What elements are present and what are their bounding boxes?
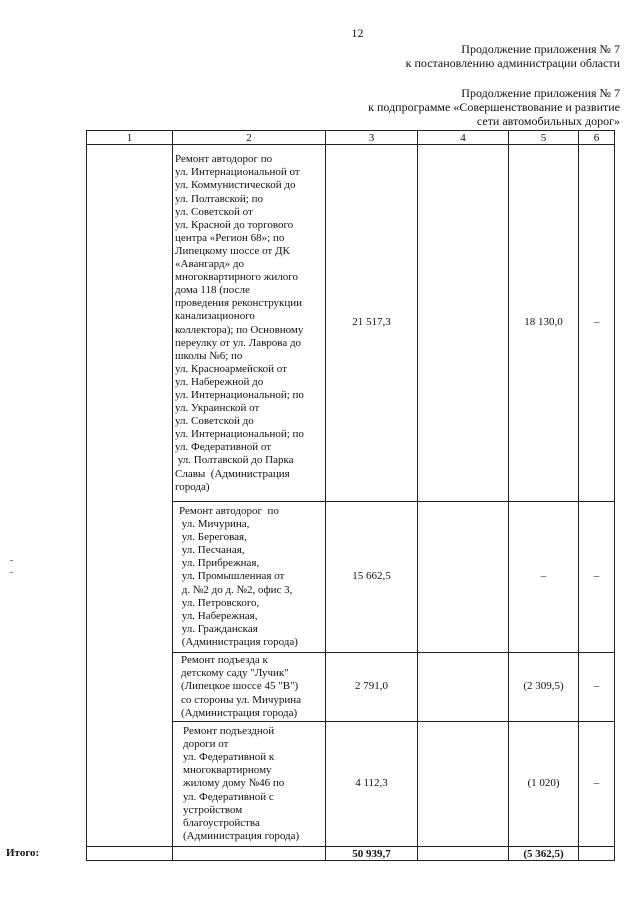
description-line: жилому дому №46 по xyxy=(183,777,285,790)
description-line: (Администрация города) xyxy=(181,706,298,719)
description-line: проведения реконструкции xyxy=(175,297,303,310)
amount-cell: 21 517,3 xyxy=(326,145,418,502)
page-number: 12 xyxy=(351,26,364,40)
description-line: школы №6; по xyxy=(175,349,243,362)
description-line: Славы (Администрация xyxy=(175,467,290,480)
scan-mark xyxy=(10,560,13,561)
description-line: дома 118 (после xyxy=(175,284,250,297)
total-amount-cell: 50 939,7 xyxy=(326,847,418,861)
description-cell xyxy=(173,145,326,502)
description-line: ул. Федеративной от xyxy=(175,441,272,454)
description-line: коллектора); по Основному xyxy=(175,323,304,336)
amount-cell xyxy=(418,145,509,502)
description-line: Ремонт автодорог по xyxy=(175,153,273,166)
amount-cell: 15 662,5 xyxy=(326,502,418,653)
description-cell xyxy=(173,653,326,722)
row-group-cell xyxy=(87,145,173,847)
total-amount-cell: (5 362,5) xyxy=(509,847,579,861)
column-header: 4 xyxy=(418,131,509,145)
total-empty-cell xyxy=(173,847,326,861)
description-line: ул. Красноармейской от xyxy=(175,362,287,375)
amount-cell xyxy=(418,722,509,847)
description-line: Ремонт подъезда к xyxy=(181,654,268,667)
amount-cell xyxy=(418,653,509,722)
description-line: Липецкому шоссе от ДК xyxy=(175,244,290,257)
scan-mark xyxy=(10,572,13,573)
description-line: д. №2 до д. №2, офис 3, xyxy=(179,583,293,596)
description-line: ул. Гражданская xyxy=(179,622,258,635)
description-line: Ремонт автодорог по xyxy=(179,504,279,517)
amount-cell xyxy=(418,502,509,653)
description-line: со стороны ул. Мичурина xyxy=(181,693,302,706)
total-empty-cell xyxy=(579,847,615,861)
description-line: ул. Красной до торгового xyxy=(175,218,294,231)
description-line: ул. Мичурина, xyxy=(179,518,250,531)
column-header: 6 xyxy=(579,131,615,145)
description-line: канализационого xyxy=(175,310,255,323)
description-line: ул. Интернациональной; по xyxy=(175,428,304,441)
header-line: Продолжение приложения № 7 xyxy=(461,42,620,56)
description-line: ул. Интернациональной; по xyxy=(175,388,304,401)
description-line: (Липецкое шоссе 45 "В") xyxy=(181,680,299,693)
description-cell xyxy=(173,502,326,653)
amount-cell: – xyxy=(579,722,615,847)
total-label-cell xyxy=(6,847,173,861)
description-line: устройством xyxy=(183,803,243,816)
amount-cell: – xyxy=(579,502,615,653)
amount-cell: – xyxy=(509,502,579,653)
column-header: 1 xyxy=(87,131,173,145)
description-line: ул. Украинской от xyxy=(175,402,260,415)
description-line: ул. Советской до xyxy=(175,415,254,428)
description-line: благоустройства xyxy=(183,816,260,829)
amount-cell: 18 130,0 xyxy=(509,145,579,502)
description-line: «Авангард» до xyxy=(175,258,244,271)
description-line: детскому саду "Лучик" xyxy=(181,667,289,680)
header-line: сети автомобильных дорог» xyxy=(476,114,620,128)
description-line: ул. Набережной до xyxy=(175,375,264,388)
description-line: (Администрация города) xyxy=(179,635,298,648)
description-line: ул. Песчаная, xyxy=(179,544,245,557)
appendix-header-resolution xyxy=(406,42,620,70)
total-empty-cell xyxy=(418,847,509,861)
description-line: дороги от xyxy=(183,738,229,751)
table-header-row xyxy=(87,131,615,145)
description-line: ул. Прибрежная, xyxy=(179,557,260,570)
header-line: Продолжение приложения № 7 xyxy=(461,86,620,100)
description-line: ул. Промышленная от xyxy=(179,570,285,583)
amount-cell: – xyxy=(579,145,615,502)
total-row xyxy=(87,847,615,861)
description-line: Ремонт подъездной xyxy=(183,725,275,738)
description-line: центра «Регион 68»; по xyxy=(175,231,285,244)
description-line: многоквартирному xyxy=(183,764,272,777)
appendix-header-subprogram xyxy=(368,86,620,128)
column-header: 5 xyxy=(509,131,579,145)
description-line: переулку от ул. Лаврова до xyxy=(175,336,302,349)
amount-cell: 4 112,3 xyxy=(326,722,418,847)
description-line: ул. Береговая, xyxy=(179,531,247,544)
description-line: ул. Полтавской до Парка xyxy=(175,454,294,467)
column-header: 3 xyxy=(326,131,418,145)
description-line: ул. Коммунистической до xyxy=(175,179,296,192)
amount-cell: (1 020) xyxy=(509,722,579,847)
description-line: многоквартирного жилого xyxy=(175,271,298,284)
column-header: 2 xyxy=(173,131,326,145)
description-line: ул. Набережная, xyxy=(179,609,258,622)
description-line: ул. Федеративной к xyxy=(183,751,275,764)
header-line: к подпрограмме «Совершенствование и развитие xyxy=(368,100,620,114)
description-cell xyxy=(173,722,326,847)
amount-cell: (2 309,5) xyxy=(509,653,579,722)
table-row xyxy=(87,145,615,502)
total-label: Итого: xyxy=(6,847,40,859)
description-line: ул. Петровского, xyxy=(179,596,260,609)
description-line: города) xyxy=(175,480,210,493)
description-line: ул. Полтавской; по xyxy=(175,192,263,205)
description-line: ул. Советской от xyxy=(175,205,253,218)
budget-table xyxy=(6,130,615,861)
description-line: ул. Интернациональной от xyxy=(175,166,300,179)
amount-cell: – xyxy=(579,653,615,722)
description-line: (Администрация города) xyxy=(183,829,300,842)
amount-cell: 2 791,0 xyxy=(326,653,418,722)
header-line: к постановлению администрации области xyxy=(405,56,620,70)
description-line: ул. Федеративной с xyxy=(183,790,274,803)
